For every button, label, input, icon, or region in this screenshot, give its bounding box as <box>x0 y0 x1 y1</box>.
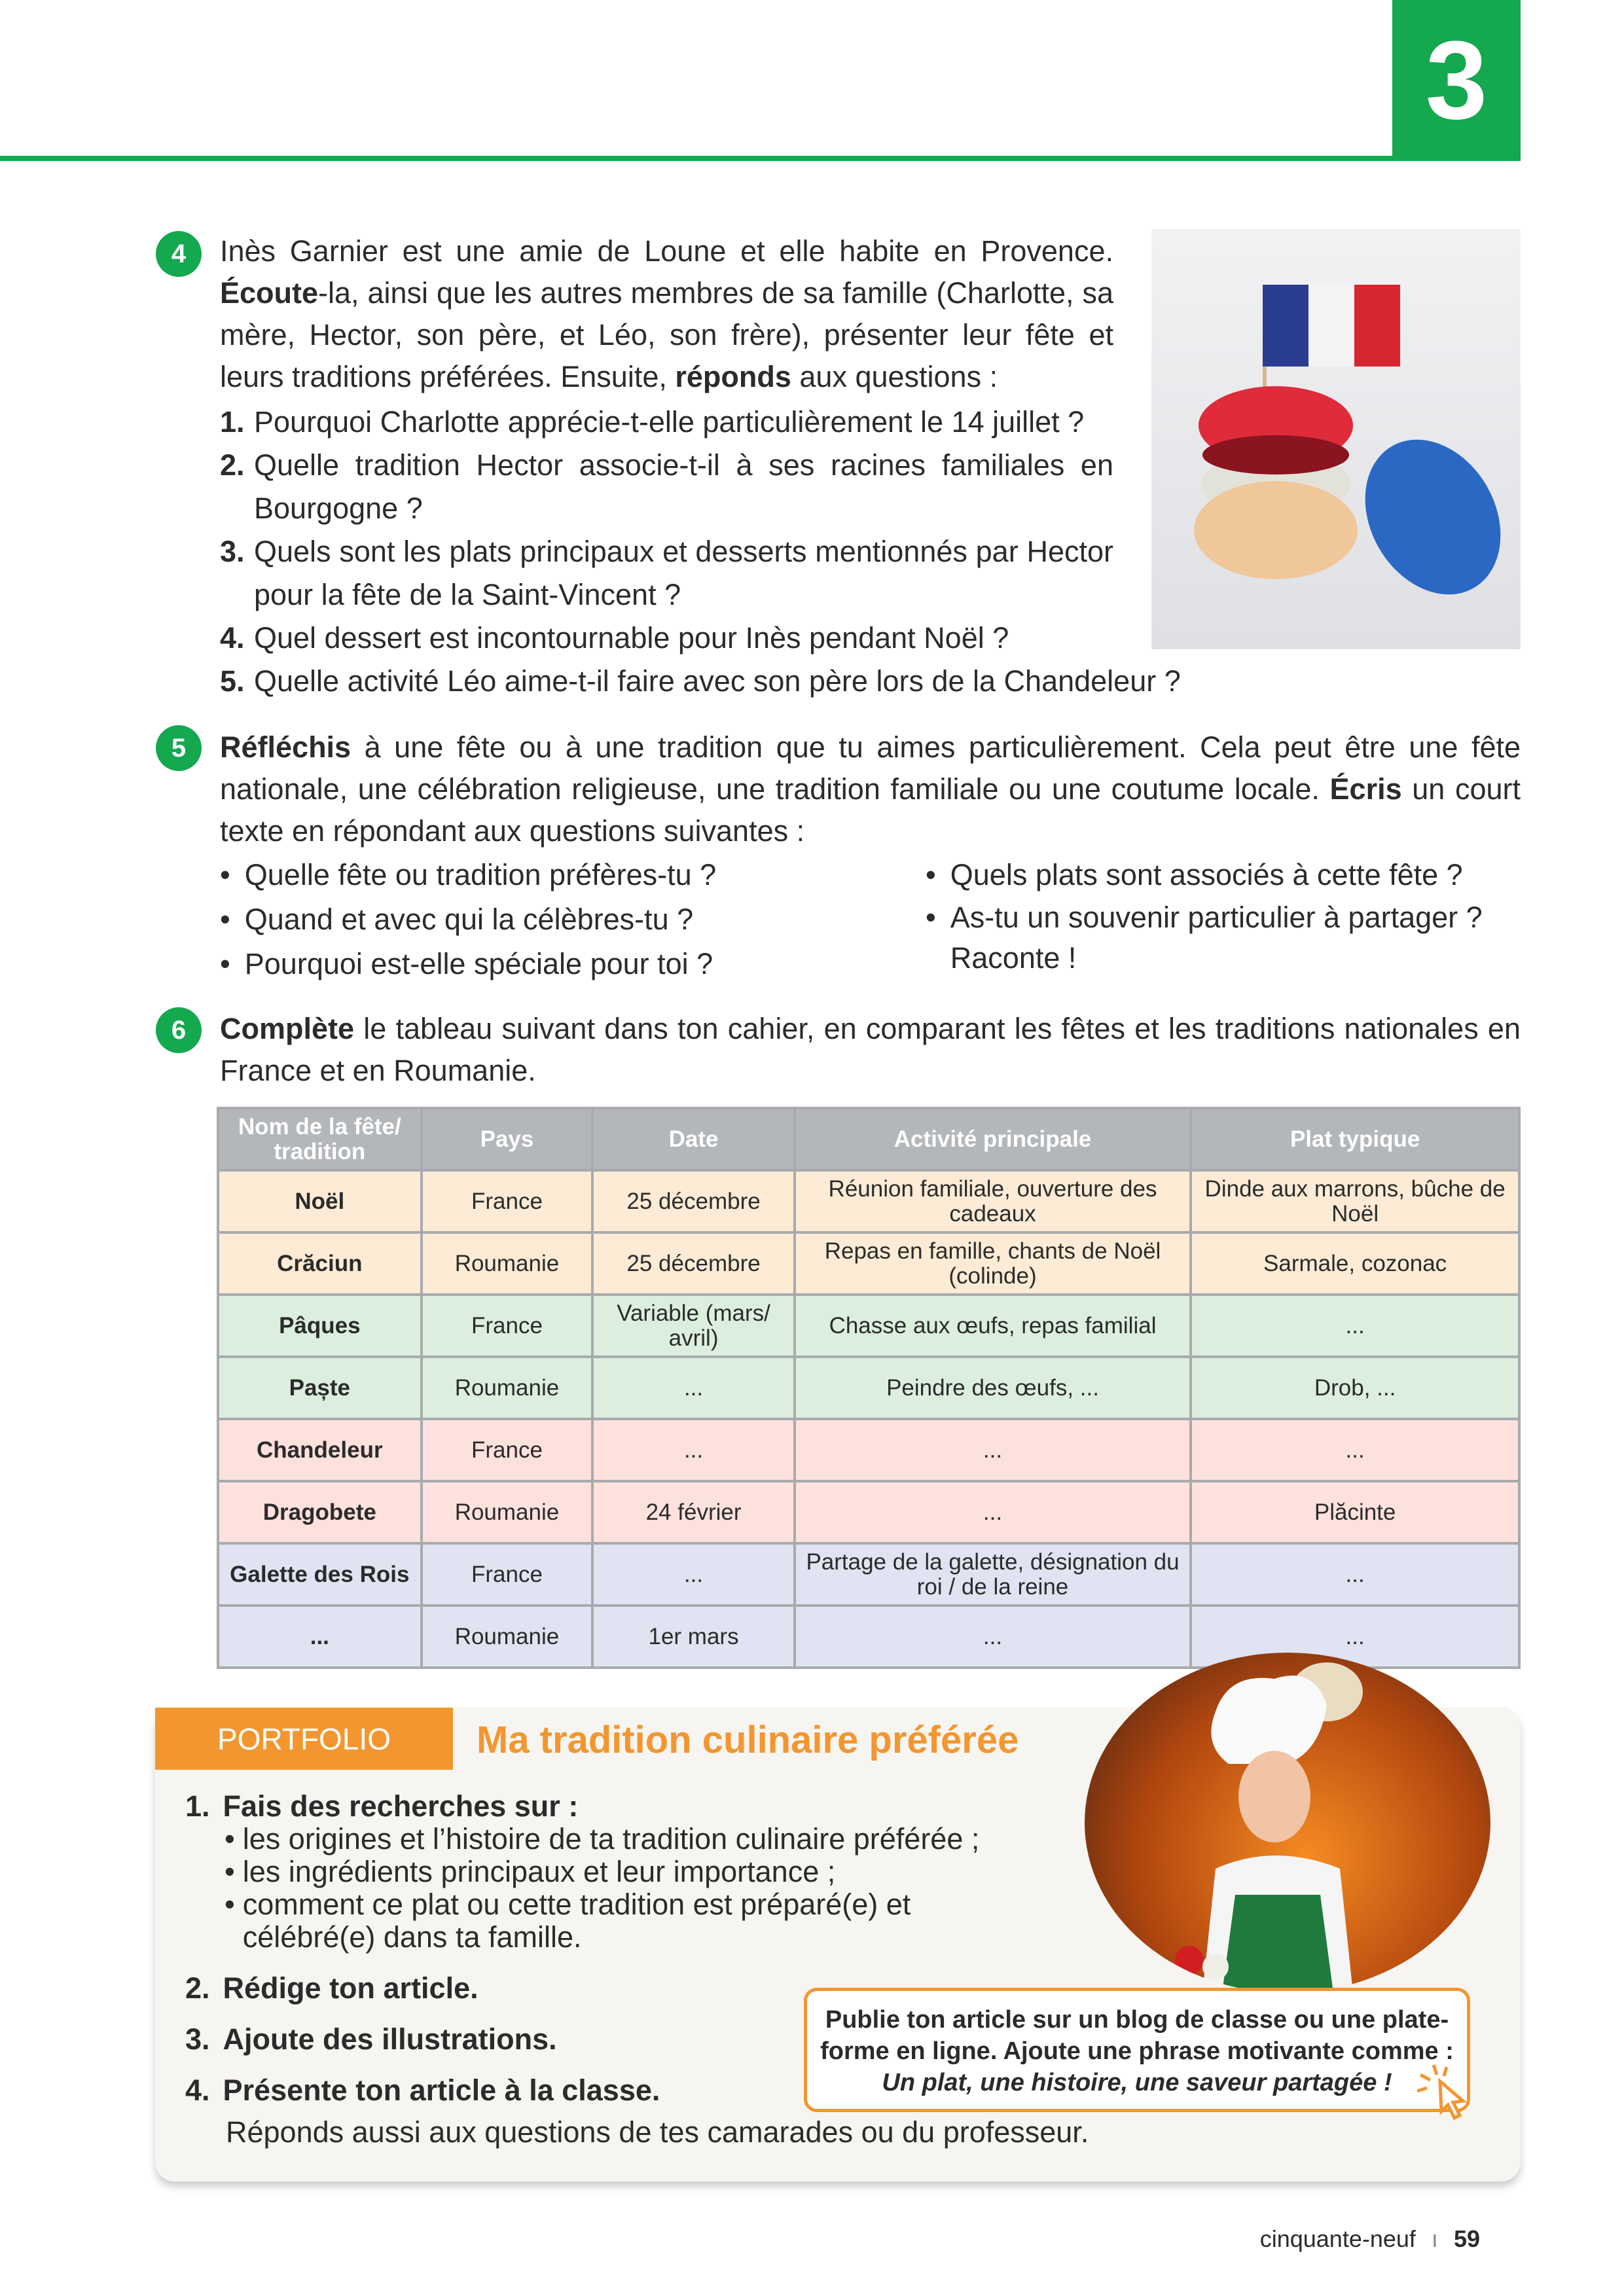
table-cell: ... <box>795 1481 1191 1543</box>
table-cell: ... <box>1191 1295 1519 1357</box>
table-cell: ... <box>1191 1419 1519 1481</box>
table-cell: Roumanie <box>422 1232 593 1295</box>
table-cell: France <box>422 1295 593 1357</box>
callout-box <box>804 1988 1470 2112</box>
bullet-item: • Quelle fête ou tradition préfères-tu ? <box>220 853 875 897</box>
verb: réponds <box>675 360 791 393</box>
portfolio-tag: PORTFOLIO <box>155 1708 453 1770</box>
bullet-text: les ingrédients principaux et leur importance ; <box>242 1855 836 1888</box>
table-cell: Plăcinte <box>1191 1481 1519 1543</box>
table-cell: France <box>422 1170 593 1232</box>
table-cell: ... <box>795 1605 1191 1668</box>
verb: Réfléchis <box>220 730 352 764</box>
bullet-text: As-tu un souvenir particulier à partager ? Raconte ! <box>950 901 1483 975</box>
table-cell: Galette des Rois <box>218 1543 422 1605</box>
step-text: Présente ton article à la classe. <box>223 2073 660 2107</box>
table-cell: Dragobete <box>218 1481 422 1543</box>
q-num: 3. <box>220 535 245 568</box>
table-row <box>218 1543 1519 1605</box>
q-num: 5. <box>220 664 245 698</box>
table-row <box>218 1419 1519 1481</box>
exercise-number: 5 <box>156 725 202 771</box>
text: -la, ainsi que les autres membres de sa famille (Charlotte, sa mère, Hector, son père, et Léo, son frère), présenter leur fête et leurs traditions préférées. Ensuite, <box>220 276 1113 393</box>
page-number: 59 <box>1453 2225 1480 2252</box>
table-cell: Pâques <box>218 1295 422 1357</box>
text: aux questions : <box>791 360 998 393</box>
table-cell: ... <box>218 1605 422 1668</box>
exercise-5-list-left <box>220 853 875 986</box>
portfolio-note: Réponds aussi aux questions de tes camarades ou du professeur. <box>226 2115 1089 2149</box>
verb: Complète <box>220 1012 355 1045</box>
exercise-5-intro <box>220 726 1521 852</box>
table-cell: Repas en famille, chants de Noël (colinde) <box>795 1232 1191 1295</box>
text: un court texte en répondant aux questions suivantes : <box>220 772 1521 848</box>
table-cell: Roumanie <box>422 1605 593 1668</box>
bullet-item: • Quand et avec qui la célèbres-tu ? <box>220 897 875 942</box>
table-cell: Noël <box>218 1170 422 1232</box>
table-cell: Réunion familiale, ouverture des cadeaux <box>795 1170 1191 1232</box>
table-cell: 25 décembre <box>592 1232 794 1295</box>
bullet-text: Quand et avec qui la célèbres-tu ? <box>244 903 694 936</box>
verb: Écoute <box>220 276 319 310</box>
step-text: Fais des recherches sur : <box>223 1789 579 1823</box>
exercise-number: 4 <box>156 231 202 277</box>
table-cell: Drob, ... <box>1191 1357 1519 1419</box>
table-cell: 25 décembre <box>592 1170 794 1232</box>
chef-photo <box>1085 1653 1490 1993</box>
exercise-4-questions <box>220 401 1181 703</box>
table-cell: ... <box>1191 1605 1519 1668</box>
table-row <box>218 1481 1519 1543</box>
table-cell: 24 février <box>592 1481 794 1543</box>
exercise-4-intro <box>220 230 1113 398</box>
table-cell: ... <box>795 1419 1191 1481</box>
table-cell: France <box>422 1419 593 1481</box>
table-cell: Crăciun <box>218 1232 422 1295</box>
q-text: Quelle activité Léo aime-t-il faire avec son père lors de la Chandeleur ? <box>254 664 1181 698</box>
bullet-item: • Pourquoi est-elle spéciale pour toi ? <box>220 942 875 986</box>
bullet-text: Pourquoi est-elle spéciale pour toi ? <box>244 947 713 980</box>
question <box>220 401 1113 444</box>
table-cell: Partage de la galette, désignation du roi / de la reine <box>795 1543 1191 1605</box>
table-cell: Roumanie <box>422 1481 593 1543</box>
table-row <box>218 1170 1519 1232</box>
portfolio-title: Ma tradition culinaire préférée <box>477 1719 1019 1761</box>
table-cell: ... <box>592 1357 794 1419</box>
exercise-number: 6 <box>156 1007 202 1053</box>
col-header: Activité principale <box>795 1108 1191 1170</box>
table-cell: ... <box>592 1543 794 1605</box>
table-cell: Paște <box>218 1357 422 1419</box>
table-cell: France <box>422 1543 593 1605</box>
header-rule <box>0 156 1394 161</box>
table-cell: Chandeleur <box>218 1419 422 1481</box>
bullet-item: • As-tu un souvenir particulier à partager ? Raconte ! <box>926 897 1528 978</box>
cursor-click-icon <box>1414 2062 1473 2121</box>
col-header: Plat typique <box>1191 1108 1519 1170</box>
table-row <box>218 1357 1519 1419</box>
q-text: Quelle tradition Hector associe-t-il à ses racines familiales en Bourgogne ? <box>254 448 1113 525</box>
comparison-table <box>217 1107 1521 1669</box>
callout-text: Publie ton article sur un blog de classe ou une plate-forme en ligne. Ajoute une phrase motivante comme : <box>820 2006 1454 2065</box>
q-num: 4. <box>220 621 245 655</box>
table-cell: Roumanie <box>422 1357 593 1419</box>
portfolio-steps: 1. Fais des recherches sur : • les origines et l’histoire de ta tradition culinaire préférée ; • les ingrédients principaux et leur importance ; • comment ce plat ou cette tradition est préparé(e) et célébré(e) dans ta famille. 2. Rédige ton article. 3. Ajoute des illustrations. 4. Présente ton article à la classe. Réponds aussi aux questions de tes camarades ou du professeur. <box>185 1790 1102 2149</box>
table-cell: 1er mars <box>592 1605 794 1668</box>
table-cell: Peindre des œufs, ... <box>795 1357 1191 1419</box>
question <box>220 660 1333 703</box>
step-text: Ajoute des illustrations. <box>223 2022 557 2056</box>
question <box>220 444 1113 530</box>
col-header: Date <box>592 1108 794 1170</box>
bullet-item: • Quels plats sont associés à cette fête ? <box>926 853 1528 897</box>
macarons-flag-photo <box>1151 229 1521 649</box>
q-text: Quel dessert est incontournable pour Inès pendant Noël ? <box>254 621 1009 655</box>
exercise-5-list-right <box>926 853 1528 978</box>
table-cell: Sarmale, cozonac <box>1191 1232 1519 1295</box>
col-header: Pays <box>422 1108 593 1170</box>
table-cell: Dinde aux marrons, bûche de Noël <box>1191 1170 1519 1232</box>
text: Inès Garnier est une amie de Loune et elle habite en Provence. <box>220 234 1113 268</box>
chapter-number: 3 <box>1392 0 1521 161</box>
exercise-6-intro <box>220 1008 1521 1092</box>
table-row <box>218 1295 1519 1357</box>
table-cell: Chasse aux œufs, repas familial <box>795 1295 1191 1357</box>
table-cell: Variable (mars/ avril) <box>592 1295 794 1357</box>
table-header <box>218 1108 1519 1170</box>
page-footer: cinquante-neuf ı 59 <box>1259 2225 1480 2252</box>
verb: Écris <box>1329 772 1402 806</box>
question <box>220 530 1113 617</box>
table-cell: ... <box>592 1419 794 1481</box>
bullet-text: Quelle fête ou tradition préfères-tu ? <box>244 858 717 891</box>
step-text: Rédige ton article. <box>223 1971 478 2005</box>
table-cell: ... <box>1191 1543 1519 1605</box>
bullet-text: les origines et l’histoire de ta tradition culinaire préférée ; <box>242 1822 980 1856</box>
q-text: Quels sont les plats principaux et desserts mentionnés par Hector pour la fête de la Saint-Vincent ? <box>254 535 1113 611</box>
text: le tableau suivant dans ton cahier, en comparant les fêtes et les traditions nationales en France et en Roumanie. <box>220 1012 1521 1087</box>
page-label: cinquante-neuf <box>1259 2225 1416 2252</box>
bullet-text: Quels plats sont associés à cette fête ? <box>950 858 1463 891</box>
callout-quote: Un plat, une histoire, une saveur partagée ! <box>882 2069 1392 2096</box>
table-row <box>218 1232 1519 1295</box>
text: à une fête ou à une tradition que tu aimes particulièrement. Cela peut être une fête nationale, une célébration religieuse, une tradition familiale ou une coutume locale. <box>220 730 1521 806</box>
q-num: 1. <box>220 405 245 439</box>
col-header: Nom de la fête/ tradition <box>218 1108 422 1170</box>
question <box>220 617 1113 660</box>
bullet-text: comment ce plat ou cette tradition est préparé(e) et célébré(e) dans ta famille. <box>242 1888 911 1954</box>
q-text: Pourquoi Charlotte apprécie-t-elle particulièrement le 14 juillet ? <box>254 405 1085 439</box>
q-num: 2. <box>220 448 245 482</box>
